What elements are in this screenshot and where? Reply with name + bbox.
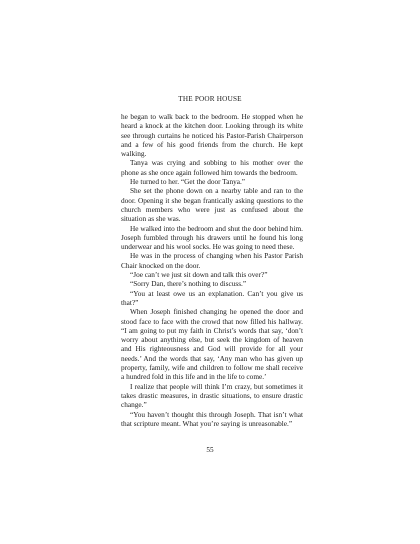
paragraph: When Joseph finished changing he opened the door and stood face to face with the crowd that now filled his hallway. “I am going to put my faith in Christ’s words that say, ‘don’t worry about anything else, but seek the kingdom of heaven and His righteousness and God will provide for all your needs.’ And the words that say, ‘Any man who has given up property, family, wife and children to follow me shall receive a hundred fold in this life and in the life to come.’ [121,307,303,382]
paragraph: He walked into the bedroom and shut the door behind him. Joseph fumbled through his drawers until he found his long underwear and his wool socks. He was going to need these. [121,223,303,252]
paragraph: I realize that people will think I’m crazy, but sometimes it takes drastic measures, in drastic situations, to ensure drastic change.” [121,381,303,410]
paragraph: She set the phone down on a nearby table and ran to the door. Opening it she began frantically asking questions to the church members who were just as confused about the situation as she was. [121,186,303,224]
paragraph: he began to walk back to the bedroom. He stopped when he heard a knock at the kitchen door. Looking through its white see through curtains he noticed his Pastor-Parish Chairperson and a few of his good friends from the church. He kept walking. [121,112,303,159]
page-number: 55 [206,446,214,454]
paragraph: “You at least owe us an explanation. Can’t you give us that?” [121,288,303,307]
running-header: THE POOR HOUSE [178,95,242,103]
paragraph: “You haven’t thought this through Joseph. That isn’t what that scripture meant. What you’re saying is unreasonable.” [121,409,303,428]
paragraph: He turned to her. “Get the door Tanya.” [130,177,246,187]
paragraph: He was in the process of changing when his Pastor Parish Chair knocked on the door. [121,251,303,270]
body-text [121,112,303,428]
paragraph: “Joe can’t we just sit down and talk this over?” [130,270,268,280]
paragraph: Tanya was crying and sobbing to his mother over the phone as she once again followed him towards the bedroom. [121,158,303,177]
paragraph: “Sorry Dan, there’s nothing to discuss.” [130,279,247,289]
